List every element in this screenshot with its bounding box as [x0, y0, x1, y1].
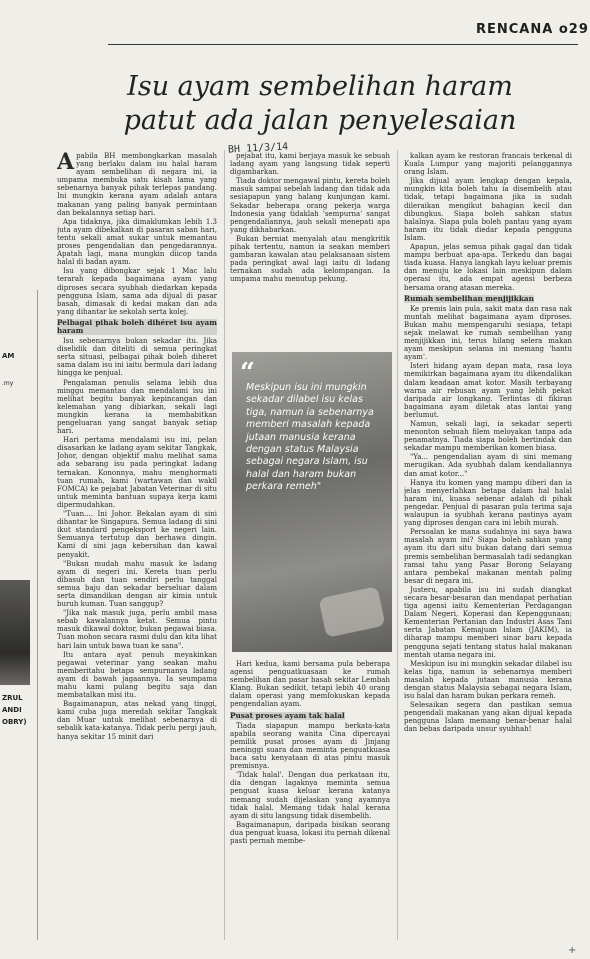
paragraph: Hanya itu komen yang mampu diberi dan ia jelas menyerlahkan betapa dalam hal halal haram ini, kuasa sebenar adalah di pihak pengedar. Penjual di pasaran pula terima saja walaupun ia syubhah kerana pastinya ayam yang diproses dengan cara ini lebih murah.: [404, 478, 572, 528]
column-rule: [224, 150, 225, 940]
paragraph: "Ya... pengendalian ayam di sini memang merugikan. Ada syubhah dalam kendaliannya dan amat kotor...": [404, 453, 572, 478]
paragraph: Selesaikan segera dan pastikan semua pengendali makanan yang akan dijual kepada pengguna Islam memang benar-benar halal dan bebas daripada unsur syubhah!: [404, 701, 572, 734]
paragraph: "Bukan mudah mahu masuk ke ladang ayam di negeri ini. Kereta tuan perlu dibasuh dan tuan sendiri perlu tanggal semua baju dan sekadar berseluar dalam serta dimandikan dengan air kimia untuk buruh kuman. Tuan sanggup?: [57, 559, 217, 609]
paragraph: Tiada doktor mengawal pintu, kereta boleh masuk sampai sebelah ladang dan tidak ada sesiapapun yang halang kunjungan kami. Sekadar beberapa orang pekerja warga Indonesia yang tidaklah 'sempurna' sangat pengendaliannya, jauh sekali menepati apa yang dikhabarkan.: [230, 177, 390, 234]
article-column-2-bottom: [230, 660, 390, 945]
article-column-3: [404, 152, 572, 942]
pull-quote-text: Meskipun isu ini mungkin sekadar dilabel isu kelas tiga, namun ia sebenarnya memberi masalah kepada jutaan manusia kerana dengan status Malaysia sebagai negara Islam, isu halal dan haram bukan perkara remeh": [246, 382, 374, 493]
paragraph: Ke premis lain pula, sakit mata dan rasa nak muntah melihat bagaimana ayam diproses. Bukan mahu mempengaruhi sesiapa, tetapi sejak melawat ke rumah sembelihan yang menjijikkan ini, terus hilang selera makan ayam meskipun selama ini memang 'hantu ayam'.: [404, 304, 572, 362]
page-number: 29: [568, 22, 589, 37]
subheading: Pelbagai pihak boleh dihéret isu ayam haram: [57, 317, 217, 335]
column-rule: [397, 150, 398, 940]
pull-quote-photo: [232, 352, 392, 652]
crop-mark-icon: +: [568, 945, 577, 956]
paragraph: kalkan ayam ke restoran francais terkenal di Kuala Lumpur yang majoriti pelanggannya orang Islam.: [404, 152, 572, 177]
margin-fragment-obry: OBRY): [2, 718, 27, 726]
paragraph: Jika dijual ayam lengkap dengan kepala, mungkin kita boleh tahu ia disembelih atau tidak, tetapi bagaimana jika ia sudah dileraikan mengikut bahagian kecil dan dibungkus. Siapa boleh sahkan status halalnya. Siapa pula boleh pantau yang ayam haram itu tidak diedar kepada pengguna Islam.: [404, 177, 572, 242]
paragraph: Hari pertama mendalami isu ini, pelan disasarkan ke ladang ayam sekitar Tangkak, Johor, dengan objektif mahu melihat sama ada sebarang isu pada peringkat ladang ternakan. Kononnya, mahu menghormati tuan rumah, kami (wartawan dan wakil FOMCA) ke pejabat Jabatan Veterinar di situ untuk meminta bantuan supaya kerja kami dipermudahkan.: [57, 436, 217, 509]
paragraph: Bukan berniat menyalah atau mengkritik pihak tertentu, namun ia seakan memberi gambaran kawalan atau pelaksanaan sistem pada peringkat awal lagi iaitu di ladang ternakan sudah ada kelompangan. Ia umpama mahu menutup pekung.: [230, 234, 390, 284]
paragraph: Justeru, apabila isu ini sudah diangkat secara besar-besaran dan mendapat perhatian tiga agensi iaitu Kementerian Perdagangan Dalam Negeri, Koperasi dan Kepenggunaan; Kementerian Pertanian dan Industri Asas Tani serta Jabatan Kemajuan Islam (JAKIM), ia diharap mampu memberi sinar baru kepada pengguna sejati tentang status halal makanan mentah utama negara ini.: [404, 585, 572, 659]
margin-photo-fragment: [0, 580, 30, 685]
margin-fragment-my: .my: [2, 380, 14, 387]
paragraph: Meskipun isu ini mungkin sekadar dilabel isu kelas tiga, namun ia sebenarnya memberi masalah kepada jutaan manusia kerana dengan status Malaysia sebagai negara Islam, isu halal dan haram bukan perkara remeh.: [404, 659, 572, 701]
paragraph: Pengalaman penulis selama lebih dua minggu memantau dan mendalami isu ini melihat begitu banyak kepincangan dan kelemahan yang dibiarkan, sekali lagi mungkin kerana ia membabitkan pengeluaran yang sangat banyak setiap hari.: [57, 378, 217, 436]
paragraph: Bagaimanapun, atas nekad yang tinggi, kami cuba juga meredah sekitar Tangkak dan Muar untuk melihat sebenarnya di sebalik kata-katanya. Tidak perlu pergi jauh, hanya sekitar 15 minit dari: [57, 700, 217, 741]
paragraph: "Tuan.... Ini Johor. Bekalan ayam di sini dihantar ke Singapura. Semua ladang di sini ikut standard pengeksport ke negeri lain. Semuanya tertutup dan berhawa dingin. Kami di sini jaga kebersihan dan kawal penyakit.: [57, 510, 217, 559]
paragraph: Tiada siapapun mampu berkata-kata apabila seorang wanita Cina dipercayai pemilik pusat proses ayam di Jinjang meninggi suara dan meminta penguatkuasa baca satu kenyataan di atas pintu masuk premisnya.: [230, 721, 390, 771]
paragraph: Apa tidaknya, jika dimaklumkan lebih 1.3 juta ayam dibekalkan di pasaran saban hari, tentu sekali amat sukar untuk memantau proses pengendalian dan pengedarannya. Apatah lagi, mana mungkin diicop tanda halal di badan ayam.: [57, 217, 217, 267]
paragraph: Namun, sekali lagi, ia sekadar seperti menonton sebuah filem meloyakan tanpa ada penamatnya. Tiada siapa boleh bertindak dan sekadar mampu memberikan komen biasa.: [404, 420, 572, 453]
paragraph: 'Tidak halal'. Dengan dua perkataan itu, dia dengan lagaknya meminta semua penguat kuasa keluar kerana katanya memang sudah dijelaskan yang ayamnya tidak halal. Memang tidak halal kerana ayam di situ langsung tidak disembelih.: [230, 771, 390, 820]
margin-fragment-zrul: ZRUL: [2, 694, 23, 702]
paragraph: Hari kedua, kami bersama pula beberapa agensi penguatkuasaan ke rumah sembelihan dan pasar basah sekitar Lembah Klang. Bukan sedikit, tetapi lebih 40 orang dalam operasi yang memfokuskan kepada pengendalian ayam.: [230, 660, 390, 709]
section-header: [476, 22, 589, 37]
paragraph: Isteri hidang ayam depan mata, rasa loya memikirkan bagaimana ayam itu dikendalikan dalam keadaan amat kotor. Masih terbayang warna air rebusan ayam yang lebih pekat daripada air longkang. Terlintas di fikiran bagaimana ayam diletak atas lantai yang berlumut.: [404, 362, 572, 419]
header-rule: [108, 44, 578, 45]
headline-line-2: patut ada jalan penyelesaian: [123, 105, 517, 136]
quote-mark-icon: “: [240, 358, 255, 388]
bullet-icon: o: [558, 22, 569, 37]
subheading: Rumah sembelihan menjijikkan: [404, 293, 534, 303]
section-name: RENCANA: [476, 22, 554, 37]
paragraph: Persoalan ke mana sudahnya ini saya bawa masalah ayam ini? Siapa boleh sahkan yang ayam itu dari situ bukan datang dari semua premis sembelihan bermasalah tadi sedangkan ramai tahu yang Pasar Borong Selayang antara pembekal makanan mentah paling besar di negara ini.: [404, 528, 572, 585]
margin-fragment-andi: ANDI: [2, 706, 22, 714]
paragraph: pejabat itu, kami berjaya masuk ke sebuah ladang ayam yang langsung tidak seperti digambarkan.: [230, 152, 390, 177]
paragraph: "Jika nak masuk juga, perlu ambil masa sebab kawalannya ketat. Semua pintu masuk dikawal doktor, bukan pegawai biasa. Tuan mohon secara rasmi dulu dan kita lihat hari lain untuk bawa tuan ke sana".: [57, 609, 217, 650]
paragraph: Isu sebenarnya bukan sekadar itu. Jika diselidik dan diteliti di semua peringkat serta situasi, pelbagai pihak boleh diheret sama dalam isu ini iaitu bermula dari ladang hingga ke penjual.: [57, 337, 217, 378]
drop-cap: A: [57, 152, 75, 175]
margin-rule: [37, 290, 38, 940]
margin-fragment-am: AM: [2, 352, 15, 360]
paragraph: Apabila BH membongkarkan masalah yang berlaku dalam isu halal haram ayam sembelihan di negara ini, ia umpama membuka satu kisah lama yang sebenarnya banyak pihak terlepas pandang. Ini mungkin kerana ayam adalah antara makanan yang paling banyak permintaan dan bekalannya setiap hari.: [57, 152, 217, 217]
headline-line-1: Isu ayam sembelihan haram: [127, 71, 513, 102]
article-column-1: [57, 152, 217, 942]
paragraph: Isu yang dibongkar sejak 1 Mac lalu terarah kepada bagaimana ayam yang diproses secara syubhah diedarkan kepada pengguna Islam, sama ada dijual di pasar basah, dimasak di kedai makan dan ada yang dihantar ke sekolah serta kolej.: [57, 267, 217, 316]
paragraph: Bagaimanapun, daripada bisikan seorang dua penguat kuasa, lokasi itu pernah dikenal pasti pernah membe-: [230, 820, 390, 845]
subheading: Pusat proses ayam tak halal: [230, 710, 345, 720]
paragraph: Apapun, jelas semua pihak gagal dan tidak mampu berbuat apa-apa. Terkedu dan bagai tiada kuasa. Hanya langkah layu keluar premis dan menuju ke lokasi lain meskipun dalam operasi itu, ada empat agensi berbeza bersama orang atasan mereka.: [404, 243, 572, 292]
paragraph: Itu antara ayat penuh meyakinkan pegawai veterinar yang seakan mahu memberitahu betapa sempurnanya ladang ayam di bawah jagaannya. Ia seumpama mahu kami pulang begitu saja dan membatalkan misi itu.: [57, 650, 217, 700]
handwritten-date-note: BH 11/3/14: [227, 141, 289, 156]
